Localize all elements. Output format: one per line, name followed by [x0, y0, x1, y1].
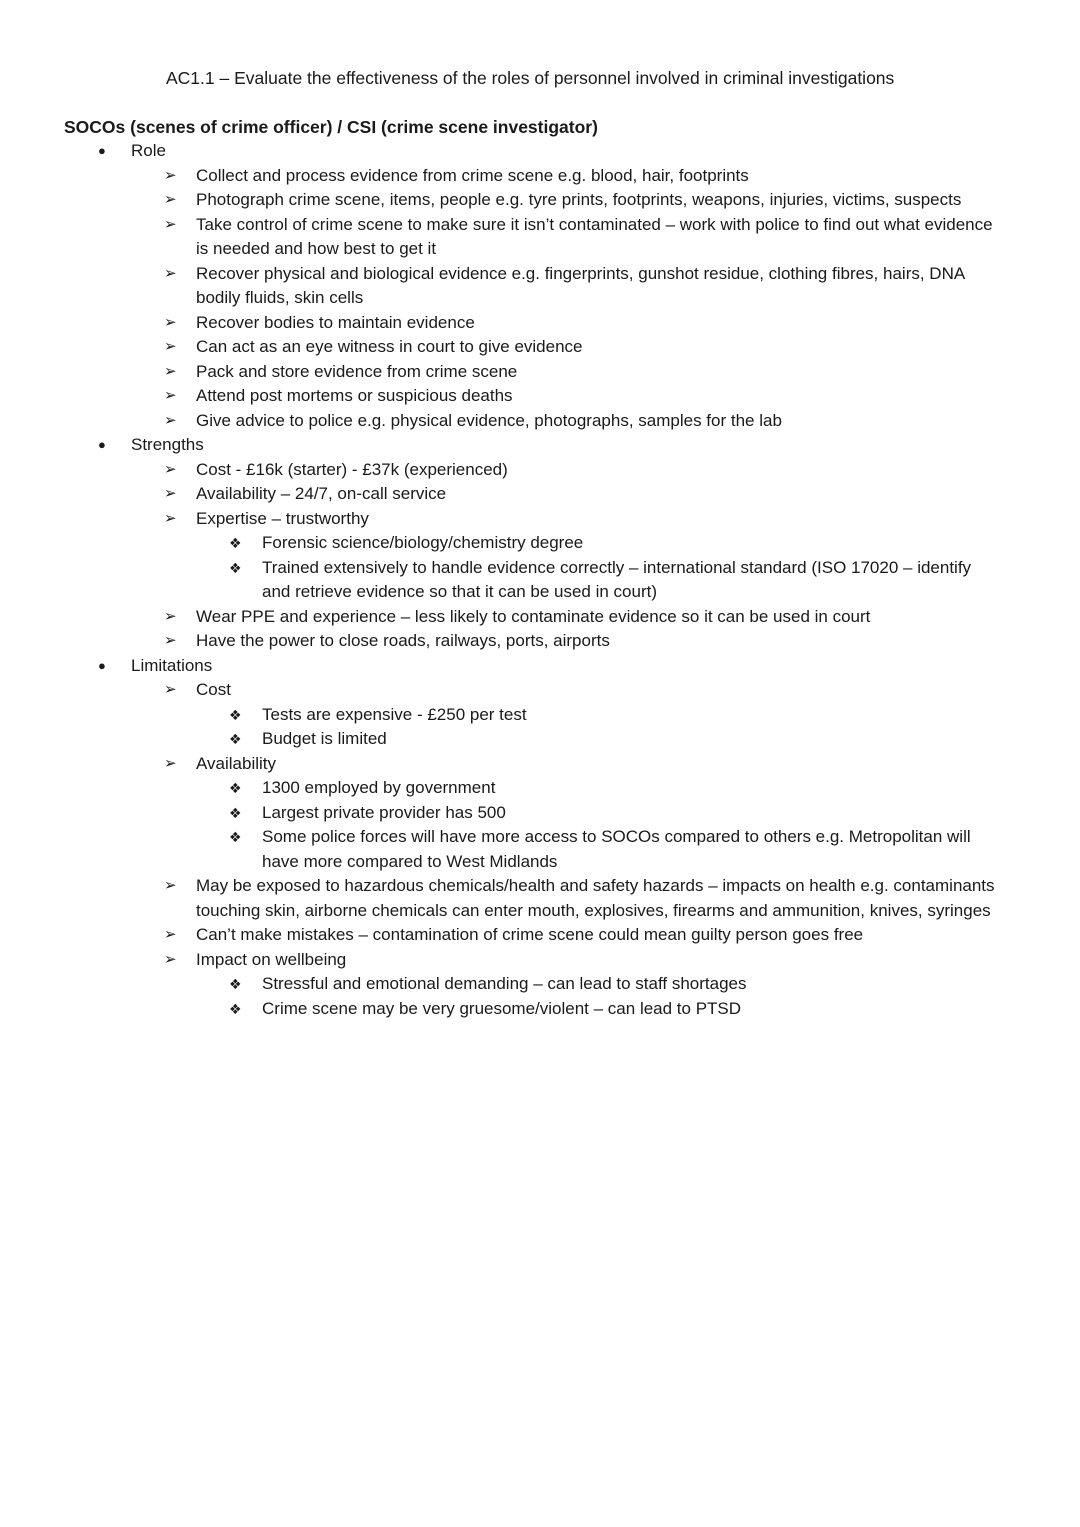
notes-content	[0, 139, 1080, 1021]
item-text: Impact on wellbeing	[196, 949, 347, 969]
sub-list-item	[0, 531, 1080, 556]
list-item	[0, 311, 1080, 336]
bullet-marker: ➢	[164, 632, 177, 649]
bullet-marker: ➢	[164, 950, 177, 968]
bullet-marker: ➢	[164, 191, 177, 208]
item-text: Recover bodies to maintain evidence	[196, 312, 475, 332]
section-label	[0, 654, 1080, 679]
bullet-marker: ●	[98, 143, 106, 158]
bullet-marker: ➢	[164, 754, 177, 772]
list-item	[0, 213, 1080, 262]
sub-list-item	[0, 801, 1080, 826]
list-item	[0, 874, 1080, 923]
item-text: Cost - £16k (starter) - £37k (experienced)	[196, 459, 508, 479]
bullet-marker: ❖	[229, 829, 242, 845]
list-item	[0, 164, 1080, 189]
bullet-marker: ➢	[164, 166, 177, 184]
item-text: Some police forces will have more access to SOCOs compared to others e.g. Metropolitan will have more compared to West Midlands	[262, 827, 971, 871]
item-text: Pack and store evidence from crime scene	[196, 361, 518, 381]
item-text: Limitations	[131, 655, 213, 675]
list-item	[0, 752, 1080, 777]
bullet-marker: ➢	[164, 313, 177, 331]
list-item	[0, 948, 1080, 973]
item-text: Cost	[196, 680, 231, 699]
item-text: Strengths	[131, 435, 204, 454]
list-item	[0, 409, 1080, 434]
page-title: AC1.1 – Evaluate the effectiveness of the roles of personnel involved in criminal investigations	[166, 68, 895, 88]
sub-list-item	[0, 776, 1080, 801]
item-text: Give advice to police e.g. physical evidence, photographs, samples for the lab	[196, 410, 782, 430]
bullet-marker: ❖	[229, 559, 242, 576]
bullet-marker: ●	[98, 437, 106, 452]
item-text: Have the power to close roads, railways, ports, airports	[196, 631, 610, 650]
bullet-marker: ❖	[229, 731, 242, 747]
list-item	[0, 482, 1080, 507]
item-text: Largest private provider has 500	[262, 802, 506, 822]
bullet-marker: ➢	[164, 509, 177, 527]
bullet-marker: ➢	[164, 264, 177, 282]
section-label	[0, 433, 1080, 458]
bullet-marker: ❖	[229, 780, 242, 796]
list-item	[0, 384, 1080, 409]
item-text: Tests are expensive - £250 per test	[262, 704, 527, 724]
sub-list-item	[0, 727, 1080, 752]
bullet-marker: ❖	[229, 1000, 242, 1017]
item-text: Collect and process evidence from crime scene e.g. blood, hair, footprints	[196, 165, 749, 185]
item-text: Recover physical and biological evidence e.g. fingerprints, gunshot residue, clothing fibres, hairs, DNA bodily fluids, skin cells	[196, 263, 965, 307]
list-item	[0, 678, 1080, 703]
bullet-marker: ❖	[229, 535, 242, 551]
list-item	[0, 923, 1080, 948]
sub-list-item	[0, 997, 1080, 1022]
list-item	[0, 360, 1080, 385]
bullet-marker: ➢	[164, 411, 177, 429]
sub-list-item	[0, 703, 1080, 728]
list-item	[0, 507, 1080, 532]
bullet-marker: ❖	[229, 976, 242, 992]
bullet-marker: ➢	[164, 460, 177, 478]
section-label	[0, 139, 1080, 164]
list-item	[0, 629, 1080, 654]
item-text: Can act as an eye witness in court to give evidence	[196, 337, 583, 356]
list-item	[0, 335, 1080, 360]
bullet-marker: ➢	[164, 681, 177, 698]
item-text: Forensic science/biology/chemistry degree	[262, 533, 584, 552]
item-text: Availability – 24/7, on-call service	[196, 484, 447, 503]
bullet-marker: ➢	[164, 877, 177, 894]
sub-list-item	[0, 556, 1080, 605]
bullet-marker: ➢	[164, 607, 177, 625]
item-text: Trained extensively to handle evidence correctly – international standard (ISO 17020 – identify and retrieve evidence so that it can be used in court)	[262, 557, 972, 601]
item-text: Role	[131, 141, 166, 160]
bullet-marker: ➢	[164, 485, 177, 502]
item-text: Availability	[196, 753, 277, 773]
item-text: Attend post mortems or suspicious deaths	[196, 386, 513, 405]
item-text: May be exposed to hazardous chemicals/health and safety hazards – impacts on health e.g. contaminants touching skin, airborne chemicals can enter mouth, explosives, firearms and ammunition, knives, syringes	[196, 876, 995, 920]
bullet-marker: ●	[98, 657, 106, 673]
bullet-marker: ➢	[164, 926, 177, 943]
item-text: Crime scene may be very gruesome/violent – can lead to PTSD	[262, 998, 742, 1018]
item-text: Can’t make mistakes – contamination of crime scene could mean guilty person goes free	[196, 925, 864, 944]
bullet-marker: ➢	[164, 387, 177, 404]
bullet-marker: ➢	[164, 215, 177, 233]
bullet-marker: ❖	[229, 706, 242, 723]
item-text: Stressful and emotional demanding – can lead to staff shortages	[262, 974, 747, 993]
list-item	[0, 458, 1080, 483]
item-text: Expertise – trustworthy	[196, 508, 369, 528]
section-heading: SOCOs (scenes of crime officer) / CSI (crime scene investigator)	[64, 117, 598, 137]
list-item	[0, 262, 1080, 311]
bullet-marker: ❖	[229, 804, 242, 821]
item-text: Photograph crime scene, items, people e.g. tyre prints, footprints, weapons, injuries, victims, suspects	[196, 190, 962, 209]
bullet-marker: ➢	[164, 338, 177, 355]
list-item	[0, 188, 1080, 213]
sub-list-item	[0, 972, 1080, 997]
item-text: Budget is limited	[262, 729, 387, 748]
sub-list-item	[0, 825, 1080, 874]
item-text: Take control of crime scene to make sure it isn’t contaminated – work with police to find out what evidence is needed and how best to get it	[196, 214, 993, 258]
item-text: Wear PPE and experience – less likely to contaminate evidence so it can be used in court	[196, 606, 871, 626]
list-item	[0, 605, 1080, 630]
bullet-marker: ➢	[164, 362, 177, 380]
item-text: 1300 employed by government	[262, 778, 496, 797]
